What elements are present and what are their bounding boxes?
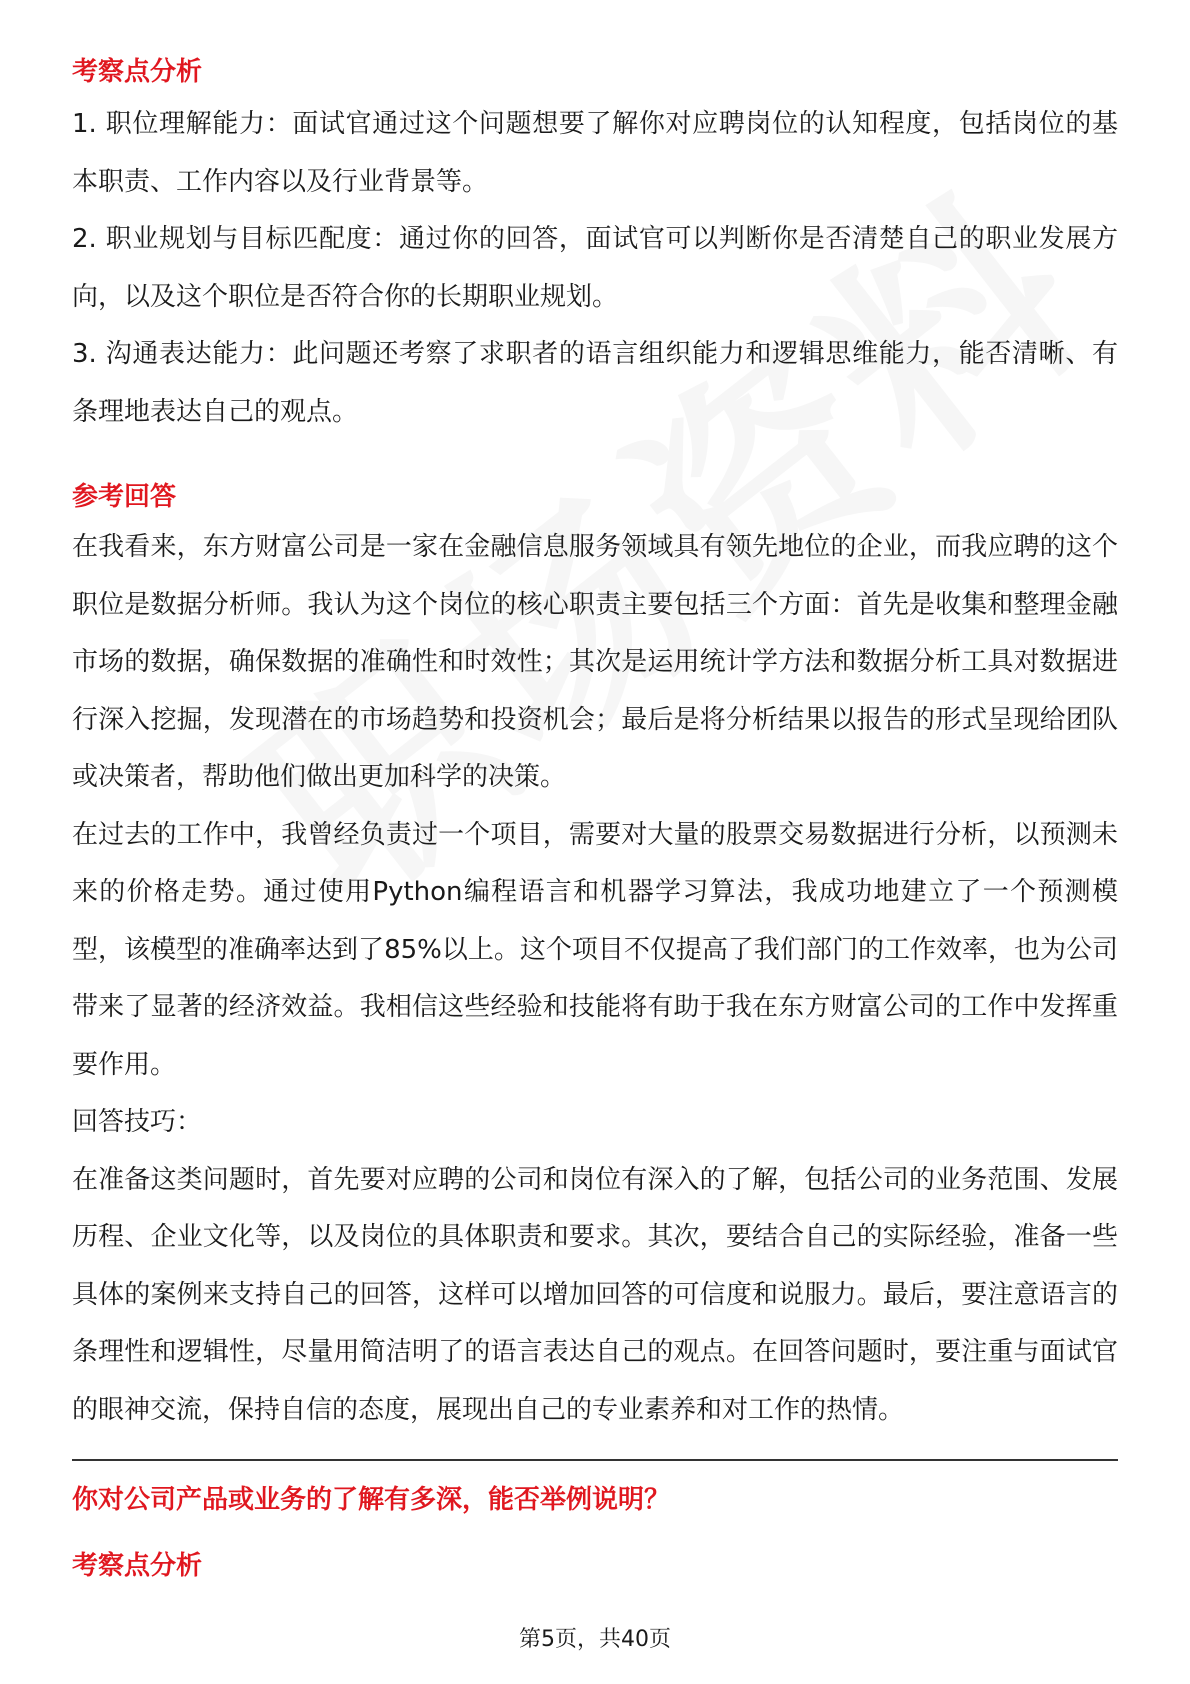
section-heading-analysis-next: 考察点分析 <box>72 1551 203 1581</box>
section-heading-analysis: 考察点分析 <box>72 57 203 87</box>
analysis-point-1: 1. 职位理解能力：面试官通过这个问题想要了解你对应聘岗位的认知程度，包括岗位的基本职责、工作内容以及行业背景等。 <box>72 109 1118 197</box>
section-divider <box>72 1459 1118 1461</box>
page-content <box>72 52 1118 1586</box>
answer-paragraph-1: 在我看来，东方财富公司是一家在金融信息服务领域具有领先地位的企业，而我应聘的这个职位是数据分析师。我认为这个岗位的核心职责主要包括三个方面：首先是收集和整理金融市场的数据，确保数据的准确性和时效性；其次是运用统计学方法和数据分析工具对数据进行深入挖掘，发现潜在的市场趋势和投资机会；最后是将分析结果以报告的形式呈现给团队或决策者，帮助他们做出更加科学的决策。 <box>72 532 1118 792</box>
next-question-title: 你对公司产品或业务的了解有多深，能否举例说明？ <box>72 1485 671 1515</box>
answer-tips-paragraph: 在准备这类问题时，首先要对应聘的公司和岗位有深入的了解，包括公司的业务范围、发展历程、企业文化等，以及岗位的具体职责和要求。其次，要结合自己的实际经验，准备一些具体的案例来支持自己的回答，这样可以增加回答的可信度和说服力。最后，要注意语言的条理性和逻辑性，尽量用简洁明了的语言表达自己的观点。在回答问题时，要注重与面试官的眼神交流，保持自信的态度，展现出自己的专业素养和对工作的热情。 <box>72 1164 1118 1425</box>
answer-tips-label: 回答技巧： <box>72 1107 203 1137</box>
answer-paragraph-2: 在过去的工作中，我曾经负责过一个项目，需要对大量的股票交易数据进行分析，以预测未来的价格走势。通过使用Python编程语言和机器学习算法，我成功地建立了一个预测模型，该模型的准确率达到了85%以上。这个项目不仅提高了我们部门的工作效率，也为公司带来了显著的经济效益。我相信这些经验和技能将有助于我在东方财富公司的工作中发挥重要作用。 <box>72 819 1118 1080</box>
analysis-point-3: 3. 沟通表达能力：此问题还考察了求职者的语言组织能力和逻辑思维能力，能否清晰、有条理地表达自己的观点。 <box>72 339 1118 427</box>
page-number: 第5页，共40页 <box>519 1627 671 1652</box>
analysis-point-2: 2. 职业规划与目标匹配度：通过你的回答，面试官可以判断你是否清楚自己的职业发展方向，以及这个职位是否符合你的长期职业规划。 <box>72 224 1118 312</box>
section-heading-answer: 参考回答 <box>72 482 177 512</box>
